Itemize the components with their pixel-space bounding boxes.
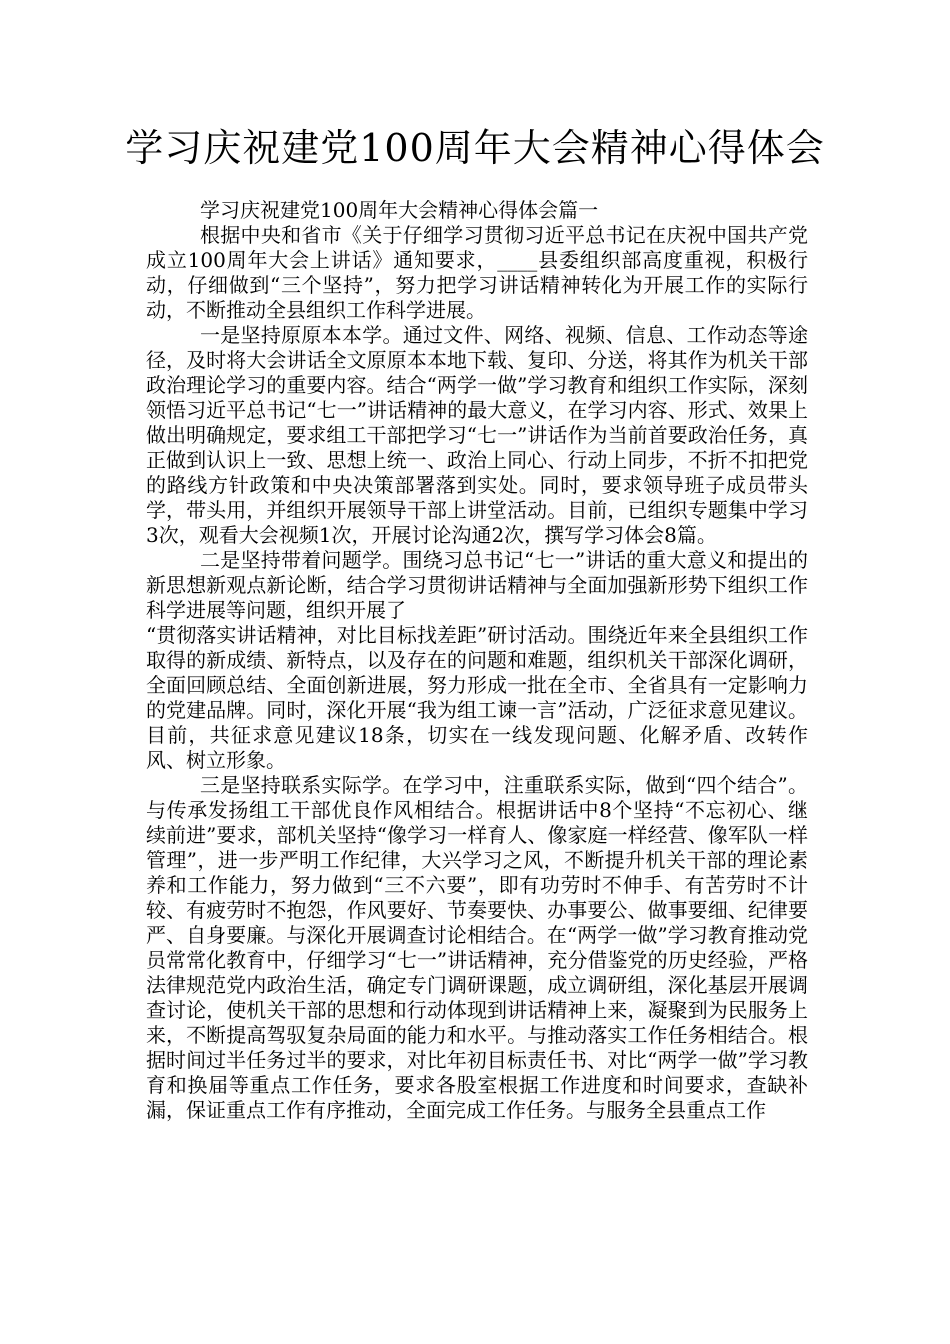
document-body [146,198,808,1123]
paragraph-point-two: 二是坚持带着问题学。围绕习总书记“七一”讲话的重大意义和提出的新思想新观点新论断，结合学习贯彻讲话精神与全面加强新形势下组织工作科学进展等问题，组织开展了 [146,548,808,622]
paragraph-point-one: 一是坚持原原本本学。通过文件、网络、视频、信息、工作动态等途径，及时将大会讲话全文原原本本地下载、复印、分送，将其作为机关干部政治理论学习的重要内容。结合“两学一做”学习教育和组织工作实际，深刻领悟习近平总书记“七一”讲话精神的最大意义，在学习内容、形式、效果上做出明确规定，要求组工干部把学习“七一”讲话作为当前首要政治任务，真正做到认识上一致、思想上统一、政治上同心、行动上同步，不折不扣把党的路线方针政策和中央决策部署落到实处。同时，要求领导班子成员带头学，带头用，并组织开展领导干部上讲堂活动。目前，已组织专题集中学习3次，观看大会视频1次，开展讨论沟通2次，撰写学习体会8篇。 [146,323,808,547]
paragraph-point-three: 三是坚持联系实际学。在学习中，注重联系实际，做到“四个结合”。与传承发扬组工干部优良作风相结合。根据讲话中8个坚持“不忘初心、继续前进”要求，部机关坚持“像学习一样育人、像家庭一样经营、像军队一样管理”，进一步严明工作纪律，大兴学习之风，不断提升机关干部的理论素养和工作能力，努力做到“三不六要”，即有功劳时不伸手、有苦劳时不计较、有疲劳时不抱怨，作风要好、节奏要快、办事要公、做事要细、纪律要严、自身要廉。与深化开展调查讨论相结合。在“两学一做”学习教育推动党员常常化教育中，仔细学习“七一”讲话精神，充分借鉴党的历史经验，严格法律规范党内政治生活，确定专门调研课题，成立调研组，深化基层开展调查讨论，使机关干部的思想和行动体现到讲话精神上来，凝聚到为民服务上来，不断提高驾驭复杂局面的能力和水平。与推动落实工作任务相结合。根据时间过半任务过半的要求，对比年初目标责任书、对比“两学一做”学习教育和换届等重点工作任务，要求各股室根据工作进度和时间要求，查缺补漏，保证重点工作有序推动，全面完成工作任务。与服务全县重点工作 [146,773,808,1122]
paragraph-intro: 根据中央和省市《关于仔细学习贯彻习近平总书记在庆祝中国共产党成立100周年大会上讲话》通知要求，____县委组织部高度重视，积极行动，仔细做到“三个坚持”，努力把学习讲话精神转化为开展工作的实际行动，不断推动全县组织工作科学进展。 [146,223,808,322]
paragraph-point-two-continued: “贯彻落实讲话精神，对比目标找差距”研讨活动。围绕近年来全县组织工作取得的新成绩、新特点，以及存在的问题和难题，组织机关干部深化调研，全面回顾总结、全面创新进展，努力形成一批在全市、全省具有一定影响力的党建品牌。同时，深化开展“我为组工谏一言”活动，广泛征求意见建议。目前，共征求意见建议18条，切实在一线发现问题、化解矛盾、改转作风、树立形象。 [146,623,808,772]
section-heading: 学习庆祝建党100周年大会精神心得体会篇一 [200,198,599,222]
document-title: 学习庆祝建党100周年大会精神心得体会 [125,126,825,170]
